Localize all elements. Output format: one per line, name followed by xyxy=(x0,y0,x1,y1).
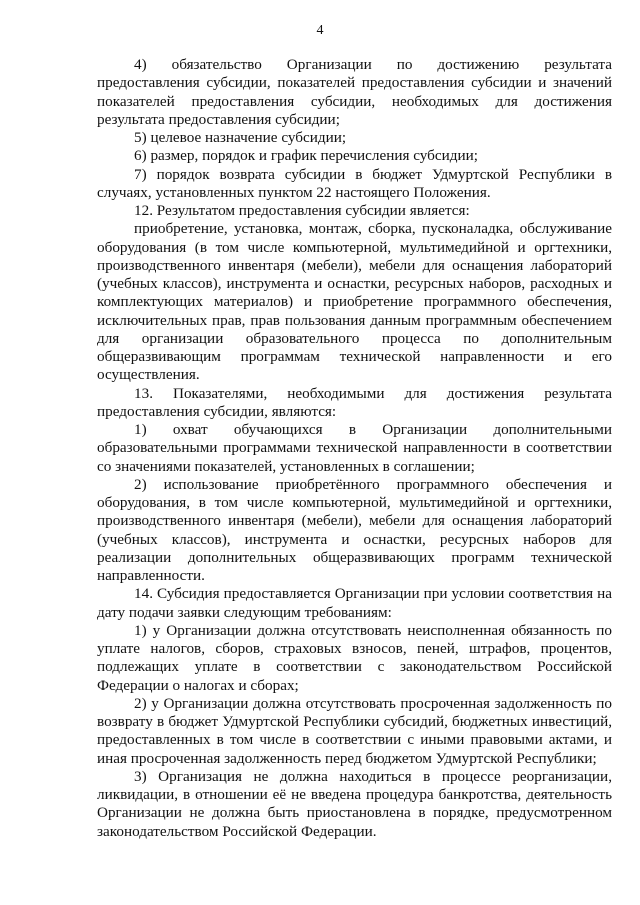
paragraph-13-coverage: 1) охват обучающихся в Организации дополнительными образовательными программами технической направленности в соответствии со значениями показателей, установленных в соглашении; xyxy=(97,421,612,475)
paragraph-14-heading: 14. Субсидия предоставляется Организации при условии соответствия на дату подачи заявки следующим требованиям: xyxy=(97,585,612,621)
paragraph-13-heading: 13. Показателями, необходимыми для достижения результата предоставления субсидии, являются: xyxy=(97,384,612,420)
paragraph-14-reorganization: 3) Организация не должна находиться в процессе реорганизации, ликвидации, в отношении её не введена процедура банкротства, деятельность Организации не должна быть приостановлена в порядке, предусмотренном законодательством Российской Федерации. xyxy=(97,767,612,840)
paragraph-14-taxes: 1) у Организации должна отсутствовать неисполненная обязанность по уплате налогов, сборов, страховых взносов, пеней, штрафов, процентов, подлежащих уплате в соответствии с законодательством Российской Федерации о налогах и сборах; xyxy=(97,621,612,694)
page-number: 4 xyxy=(316,23,324,38)
paragraph-13-usage: 2) использование приобретённого программного обеспечения и оборудования, в том числе компьютерной, мультимедийной и оргтехники, производственного инвентаря (мебели), мебели для оснащения лабораторий (учебных классов), инструмента и оснастки, ресурсных наборов для реализации дополнительных общеразвивающих программ технической направленности. xyxy=(97,475,612,584)
paragraph-obligation: 4) обязательство Организации по достижению результата предоставления субсидии, показателей предоставления субсидии и значений показателей предоставления субсидии, необходимых для достижения результата предоставления субсидии; xyxy=(97,56,612,128)
paragraph-purpose: 5) целевое назначение субсидии; xyxy=(134,129,347,146)
document-body xyxy=(97,56,612,841)
paragraph-return-order: 7) порядок возврата субсидии в бюджет Удмуртской Республики в случаях, установленных пунктом 22 настоящего Положения. xyxy=(97,165,612,201)
paragraph-14-debt: 2) у Организации должна отсутствовать просроченная задолженность по возврату в бюджет Удмуртской Республики субсидий, бюджетных инвестиций, предоставленных в том числе в соответствии с иными правовыми актами, и иная просроченная задолженность перед бюджетом Удмуртской Республики; xyxy=(97,694,612,767)
paragraph-12-result: приобретение, установка, монтаж, сборка, пусконаладка, обслуживание оборудования (в том числе компьютерной, мультимедийной и оргтехники, производственного инвентаря (мебели), мебели для оснащения лабораторий (учебных классов), инструмента и оснастки, ресурсных наборов, расходных и комплектующих материалов) и приобретение программного обеспечения, исключительных прав, прав пользования данным программным обеспечением для организации образовательного процесса по дополнительным общеразвивающим программам технической направленности и его осуществления. xyxy=(97,220,612,384)
paragraph-amount-schedule: 6) размер, порядок и график перечисления субсидии; xyxy=(134,147,478,165)
paragraph-12-heading: 12. Результатом предоставления субсидии является: xyxy=(134,202,470,219)
